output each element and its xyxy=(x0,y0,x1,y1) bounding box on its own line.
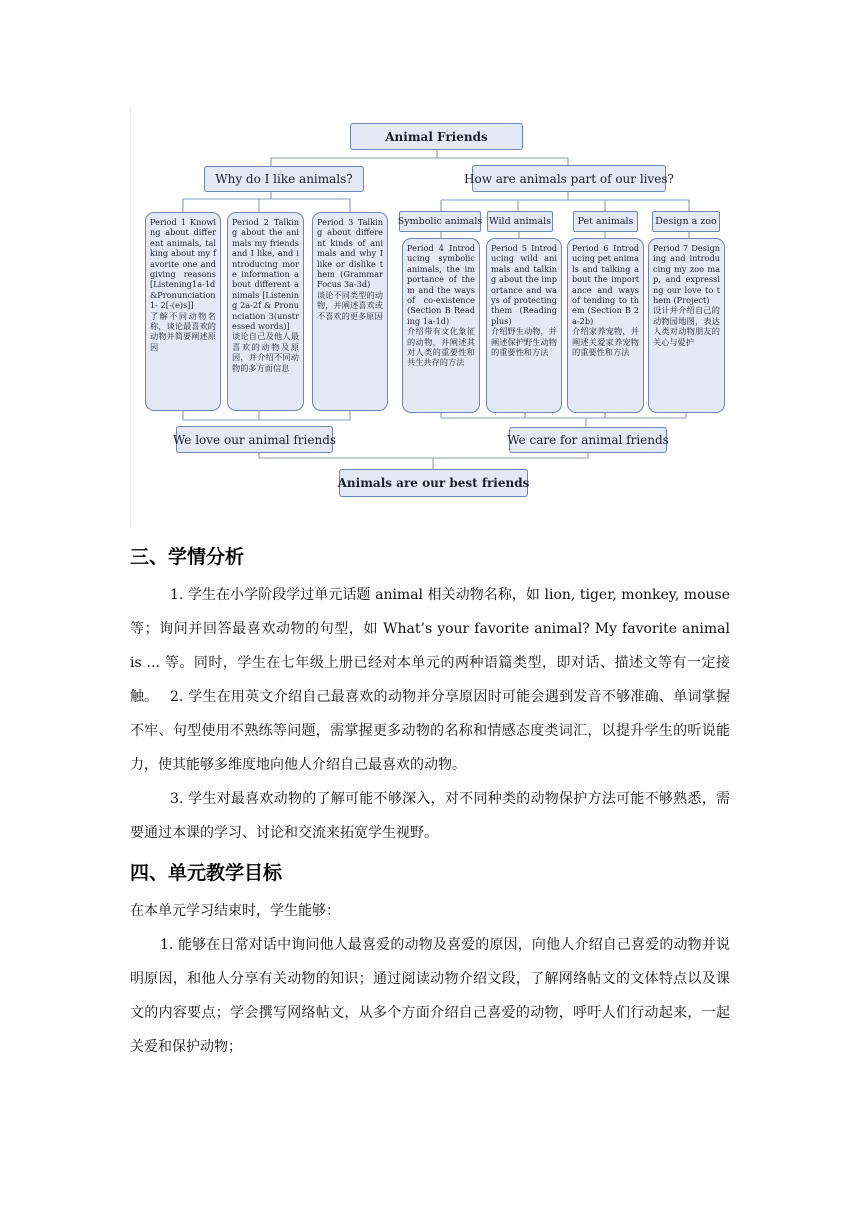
period-5-zh: 介绍野生动物，并阐述保护野生动物的重要性和方法 xyxy=(491,326,557,358)
period-2-box xyxy=(227,212,304,411)
sub-label-symbolic: Symbolic animals xyxy=(399,211,481,232)
period-5-box xyxy=(486,238,562,413)
summary-left-node: We love our animal friends xyxy=(176,426,333,453)
period-3-en: Period 3 Talking about different kinds of animals and why I like or dislike them (Grammar Focus 3a-3d) xyxy=(317,217,383,290)
sub-label-pet: Pet animals xyxy=(573,211,638,232)
sub-label-design: Design a zoo xyxy=(652,211,720,232)
period-6-box xyxy=(567,238,644,413)
summary-right-node: We care for animal friends xyxy=(509,427,667,453)
period-7-en: Period 7 Designing and introducing my zoo map, and expressing our love to them (Project) xyxy=(653,243,720,306)
period-3-box xyxy=(312,212,388,411)
period-2-en: Period 2 Talking about the animals my friends and I like, and introducing more information about different animals [Listening 2a-2f & Pronunciation 3(unstressed words)] xyxy=(232,217,299,332)
period-1-en: Period 1 Knowing about different animals, talking about my favorite one and giving reasons [Listening1a-1d&Pronunciation1- 2[-(e)s]] xyxy=(150,217,216,311)
period-7-box xyxy=(648,238,725,413)
section4-heading: 四、单元教学目标 xyxy=(130,862,283,884)
period-2-zh: 谈论自己及他人最喜欢的动物及原因，并介绍不同动物的多方面信息 xyxy=(232,331,299,373)
section4-intro: 在本单元学习结束时，学生能够： xyxy=(130,903,340,919)
diagram-root-node: Animal Friends xyxy=(350,123,523,150)
period-7-zh: 设计并介绍自己的动物园地图，表达人类对动物朋友的关心与爱护 xyxy=(653,305,720,347)
period-1-box xyxy=(145,212,221,411)
section3-para-2: 2. 学生在用英文介绍自己最喜欢的动物并分享原因时可能会遇到发音不够准确、单词掌握不牢、句型使用不熟练等问题，需掌握更多动物的名称和情感态度类词汇，以提升学生的听说能力，使其能够多维度地向他人介绍自己最喜欢的动物。 xyxy=(130,689,730,773)
section3-heading: 三、学情分析 xyxy=(130,546,245,568)
section3-para-1: 1. 学生在小学阶段学过单元话题 animal 相关动物名称，如 lion, tiger, monkey, mouse 等；询问并回答最喜欢动物的句型，如 What’s your favorite animal? My favorite animal is ... 等。同时，学生在七年级上册已经对本单元的两种语篇类型，即对话、描述文等有一定接触。 xyxy=(130,587,730,705)
period-1-zh: 了解不同动物名称，谈论最喜欢的动物并简要阐述原因 xyxy=(150,310,216,352)
branch-right-node: How are animals part of our lives? xyxy=(472,165,666,192)
branch-left-node: Why do I like animals? xyxy=(204,166,364,192)
period-6-en: Period 6 Introducing pet animals and talking about the importance and ways of tending to them (Section B 2a-2b) xyxy=(572,243,639,326)
unit-structure-diagram xyxy=(130,107,731,527)
period-4-box xyxy=(402,238,480,413)
bottom-conclusion-node: Animals are our best friends xyxy=(339,469,528,497)
sub-label-wild: Wild animals xyxy=(487,211,553,232)
section4-para-1: 1. 能够在日常对话中询问他人最喜爱的动物及喜爱的原因，向他人介绍自己喜爱的动物并说明原因，和他人分享有关动物的知识；通过阅读动物介绍文段，了解网络帖文的文体特点以及课文的内容要点；学会撰写网络帖文，从多个方面介绍自己喜爱的动物，呼吁人们行动起来，一起关爱和保护动物； xyxy=(130,937,730,1055)
period-6-zh: 介绍家养宠物，并阐述关爱家养宠物的重要性和方法 xyxy=(572,326,639,358)
period-5-en: Period 5 Introducing wild animals and talking about the importance and ways of protecting them (Reading plus) xyxy=(491,243,557,326)
period-3-zh: 谈论不同类型的动物，并阐述喜欢或不喜欢的更多原因 xyxy=(317,289,383,321)
section3-para-3: 3. 学生对最喜欢动物的了解可能不够深入，对不同种类的动物保护方法可能不够熟悉，需要通过本课的学习、讨论和交流来拓宽学生视野。 xyxy=(130,791,730,841)
period-4-en: Period 4 Introducing symbolic animals, the importance of them and the ways of co-existence (Section B Reading 1a-1d) xyxy=(407,243,475,326)
period-4-zh: 介绍带有文化象征的动物，并阐述其对人类的重要性和共生共存的方法 xyxy=(407,326,475,368)
